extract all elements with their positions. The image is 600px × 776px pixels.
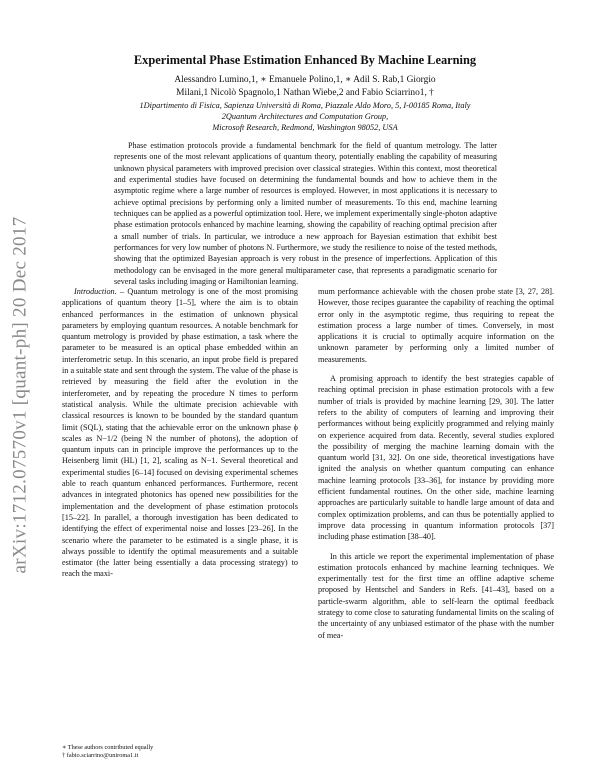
affiliation-microsoft-address: Microsoft Research, Redmond, Washington 98052, USA bbox=[212, 123, 398, 132]
affiliation-sapienza: 1Dipartimento di Fisica, Sapienza Università di Roma, Piazzale Aldo Moro, 5, I-00185 Roma, Italy bbox=[139, 101, 471, 110]
paragraph-continued: mum performance achievable with the chosen probe state [3, 27, 28]. However, those recipes guarantee the capability of reaching the optimal error only in the asymptotic regime, thus requiring to repeat the estimation process a large number of times. Conversely, in most applications it is crucial to optimally acquire information on the unknown parameter by performing only a limited number of measurements. bbox=[318, 287, 554, 364]
paragraph-this-article: In this article we report the experimental implementation of phase estimation protocols enhanced by machine learning techniques. We experimentally test for the first time an offline adaptive scheme proposed by Hentschel and Sanders in Refs. [41–43], based on a particle-swarm algorithm, able to self-learn the optimal feedback strategy to come close to saturating fundamental limits on the scaling of the uncertainty of any unbiased estimator of the phase with the number of mea- bbox=[318, 551, 554, 640]
arxiv-identifier: arXiv:1712.07570v1 [quant-ph] 20 Dec 2017 bbox=[9, 216, 30, 574]
paper-title: Experimental Phase Estimation Enhanced By Machine Learning bbox=[133, 53, 477, 67]
arxiv-sidebar-stamp bbox=[2, 160, 38, 630]
author-list bbox=[90, 74, 520, 99]
abstract: Phase estimation protocols provide a fundamental benchmark for the field of quantum metrology. The latter represents one of the most relevant applications of quantum theory, potentially enabling the capability of measuring unknown physical parameters with improved precision over classical strategies. Within this context, most theoretical and experimental studies have focused on determining the fundamental bounds and how to achieve them in the asymptotic regime where a large number of resources is employed. However, in most applications it is necessary to achieve optimal precisions by performing only a limited number of measurements. To this end, machine learning techniques can be applied as a powerful optimization tool. Here, we implement experimentally single-photon adaptive phase estimation protocols enhanced by machine learning, showing the capability of reaching optimal precision after a small number of trials. In particular, we introduce a new approach for Bayesian estimation that exhibit best performances for very low number of photons N. Furthermore, we study the resilience to noise of the tested methods, showing that the optimized Bayesian approach is very robust in the presence of imperfections. Application of this methodology can be envisaged in the more general multiparameter case, that represents a paradigmatic scenario for several tasks including imaging or Hamiltonian learning. bbox=[114, 141, 497, 287]
left-column bbox=[62, 286, 298, 588]
author-line-1: Alessandro Lumino,1, ∗ Emanuele Polino,1, ∗ Adil S. Rab,1 Giorgio bbox=[174, 75, 436, 85]
intro-paragraph bbox=[62, 286, 298, 580]
footnotes bbox=[62, 744, 298, 760]
affiliations bbox=[80, 100, 530, 133]
footnote-email: † fabio.sciarrino@uniroma1.it bbox=[62, 752, 139, 759]
intro-text: – Quantum metrology is one of the most promising applications of quantum theory [1–5], where the aim is to obtain enhanced performances in the estimation of unknown physical parameters by employing quantum resources. A notable benchmark for quantum metrology is provided by phase estimation, a task where the parameter to be measured is an optical phase embedded within an interferometric setup. In this scenario, an input probe field is prepared in a suitable state and sent through the system. The value of the phase is retrieved by measuring the field after the evolution in the interferometer, and by repeating the procedure N times to perform statistical analysis. While the ultimate precision achievable with classical resources is known to be bounded by the standard quantum limit (SQL), stating that the achievable error on the unknown phase ϕ scales as N−1/2 (being N the number of photons), the adoption of quantum inputs can in principle improve the performances up to the Heisenberg limit (HL) [1, 2], scaling as N−1. Several theoretical and experimental studies [6–14] focused on devising experimental schemes able to reach quantum enhanced performances. Furthermore, recent advances in integrated photonics has opened new possibilities for the implementation and the development of phase estimation protocols [15–22]. In parallel, a thorough investigation has been dedicated to identifying the effect of experimental noise and losses [23–26]. In the scenario where the parameter to be estimated is a single phase, it is always possible to identify the optimal measurements and a suitable estimator (the latter being essentially a data processing strategy) to reach the maxi- bbox=[62, 287, 298, 579]
author-line-2: Milani,1 Nicolò Spagnolo,1 Nathan Wiebe,2 and Fabio Sciarrino1, † bbox=[176, 87, 434, 98]
affiliation-microsoft-group: 2Quantum Architectures and Computation Group, bbox=[221, 112, 389, 121]
right-column bbox=[318, 286, 554, 649]
intro-heading: Introduction. bbox=[74, 287, 117, 296]
paragraph-machine-learning: A promising approach to identify the best strategies capable of reaching optimal precision in phase estimation protocols with a few number of trials is provided by machine learning [29, 30]. The latter refers to the ability of computers of learning and improving their performances without being explicitly programmed and relying mainly on experience acquired from data. Recently, several studies explored the possibility of merging the machine learning domain with the quantum world [31, 32]. On one side, theoretical investigations have ignited the analysis on whether quantum computing can enhance machine learning protocols [33–36], for instance by providing more efficient fundamental routines. On the other side, machine learning approaches are particularly suitable to handle large amount of data and complex optimization problems, and can thus be potentially applied to improve data processing in quantum information protocols [37] including phase estimation [38–40]. bbox=[318, 374, 554, 542]
footnote-equal-contribution: ∗ These authors contributed equally bbox=[62, 744, 154, 751]
